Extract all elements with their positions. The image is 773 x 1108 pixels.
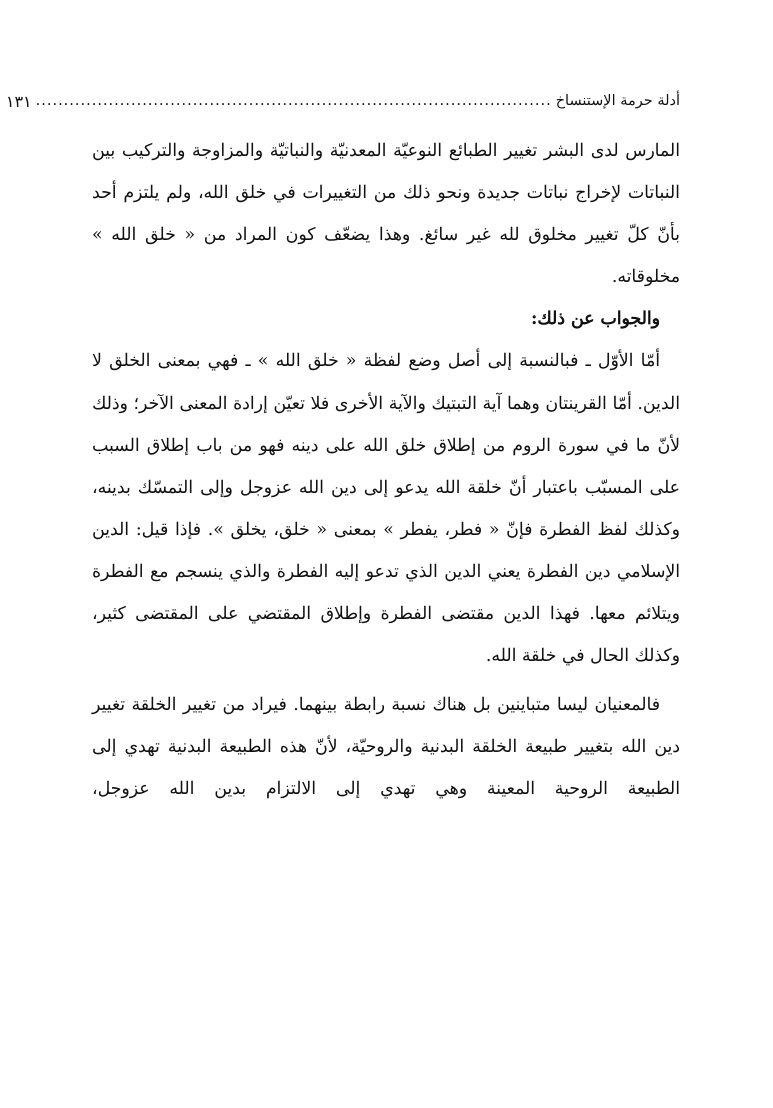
leader-dots: ............................................................................................ [35, 93, 552, 109]
running-header [5, 88, 680, 114]
running-title: أدلة حرمة الإستنساخ [555, 93, 680, 109]
paragraph-1: المارس لدى البشر تغيير الطبائع النوعيّة المعدنيّة والنباتيّة والمزاوجة والتركيب بين النباتات لإخراج نباتات جديدة ونحو ذلك من التغييرات في خلق الله، ولم يلتزم أحد بأنّ كلّ تغيير مخلوق لله غير سائغ. وهذا يضعّف كون المراد من « خلق الله » مخلوقاته. [92, 141, 680, 288]
body-text [92, 130, 680, 811]
answer-heading: والجواب عن ذلك: [531, 309, 660, 330]
page-number: ١٣١ [5, 91, 32, 111]
paragraph-3: فالمعنيان ليسا متباينين بل هناك نسبة رابطة بينهما. فيراد من تغيير الخلقة تغيير دين الله بتغيير طبيعة الخلقة البدنية والروحيّة، لأنّ هذه الطبيعة البدنية تهدي إلى الطبيعة الروحية المعينة وهي تهدي إلى الالتزام بدين الله عزوجل، [92, 695, 680, 800]
paragraph-2: أمّا الأوّل ـ فبالنسبة إلى أصل وضع لفظة « خلق الله » ـ فهي بمعنى الخلق لا الدين. أمّا القرينتان وهما آية التبتيك والآية الأخرى فلا تعيّن إرادة المعنى الآخر؛ وذلك لأنّ ما في سورة الروم من إطلاق خلق الله على دينه فهو من باب إطلاق السبب على المسبّب باعتبار أنّ خلقة الله يدعو إلى دين الله عزوجل وإلى التمسّك بدينه، وكذلك لفظ الفطرة فإنّ « فطر، يفطر » بمعنى « خلق، يخلق ». فإذا قيل: الدين الإسلامي دين الفطرة يعني الدين الذي تدعو إليه الفطرة والذي ينسجم مع الفطرة ويتلائم معها. فهذا الدين مقتضى الفطرة وإطلاق المقتضي على المقتضى كثير، وكذلك الحال في خلقة الله. [92, 351, 680, 667]
